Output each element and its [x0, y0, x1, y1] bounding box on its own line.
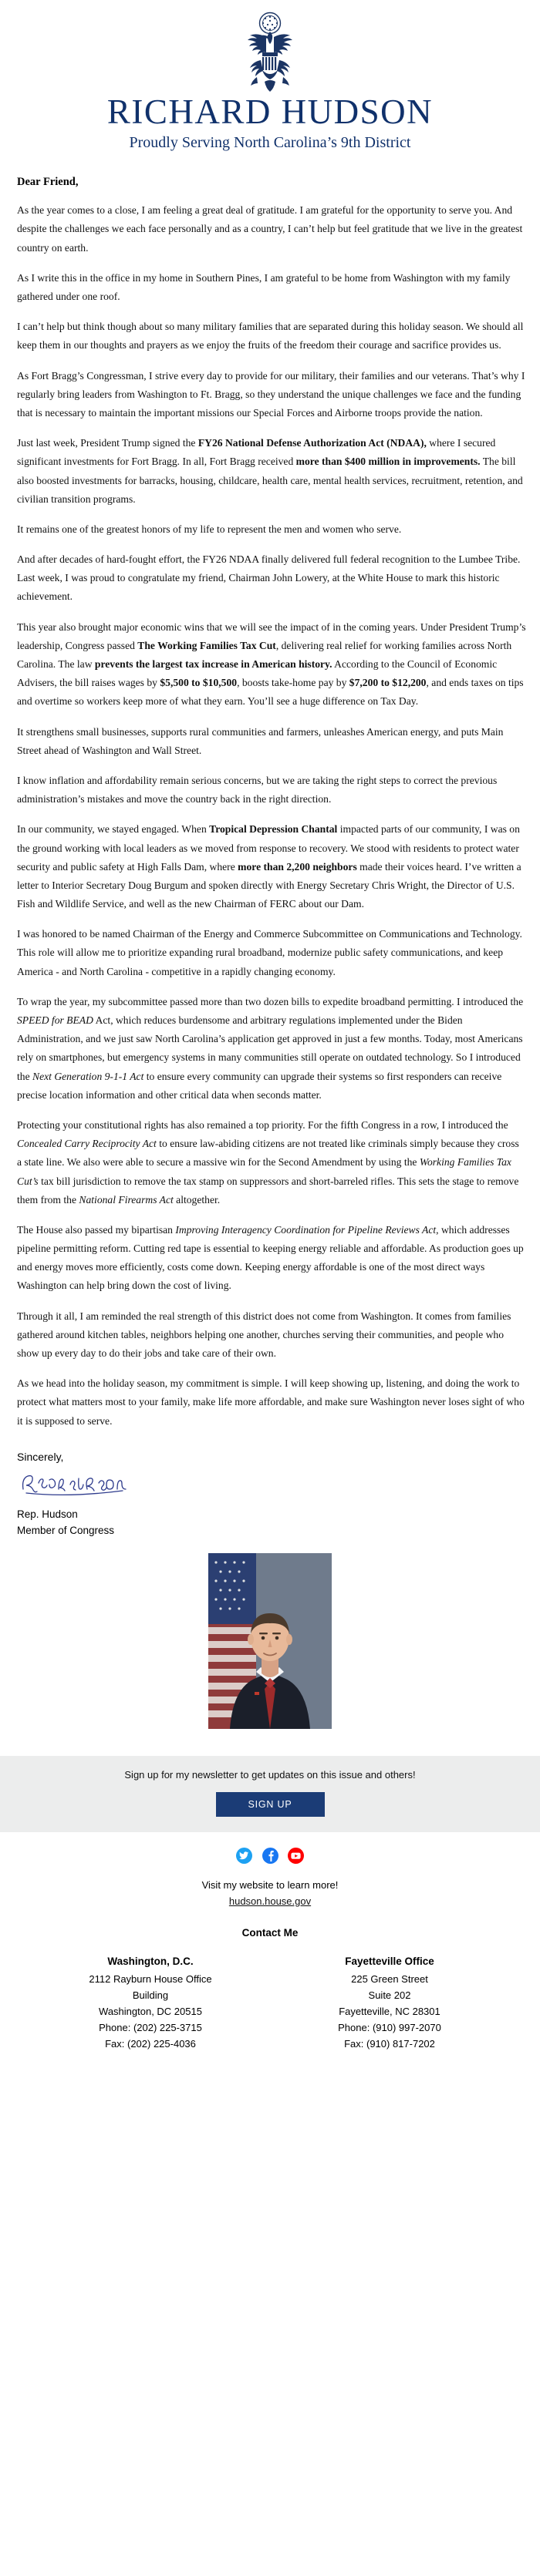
- masthead-tagline: Proudly Serving North Carolina’s 9th District: [129, 134, 411, 152]
- page-title: RICHARD HUDSON: [106, 92, 434, 131]
- text-run: This year also brought major economic wins that we will see the impact of in the coming years. Under President Trump’s leadership, Congress passed: [17, 620, 526, 651]
- text-run: , delivering real relief for working families across North Carolina. The law: [17, 639, 512, 670]
- letter-paragraph-chantal: [17, 820, 526, 913]
- text-run-bold: more than 2,200 neighbors: [238, 860, 357, 873]
- text-run-bold: $5,500 to $10,500: [160, 677, 238, 689]
- text-run: tax bill jurisdiction to remove the tax stamp on suppressors and short-barreled rifles. This sets the stage to remove them from the: [17, 1175, 519, 1206]
- twitter-icon[interactable]: [236, 1848, 252, 1864]
- text-run-bold: prevents the largest tax increase in American history.: [94, 658, 332, 670]
- office-fax: Fax: (202) 225-4036: [105, 2037, 196, 2050]
- text-run: The House also passed my bipartisan: [17, 1223, 176, 1236]
- signature-title: Member of Congress: [17, 1524, 115, 1536]
- office-fax: Fax: (910) 817-7202: [344, 2037, 435, 2050]
- letter-paragraph: As we head into the holiday season, my commitment is simple. I will keep showing up, listening, and doing the work to protect what matters most to your family, make life more affordable, and make sure Washington never loses sight of who it is supposed to serve.: [17, 1377, 525, 1427]
- text-run: According to the Council of Economic Advisers, the bill raises wages by: [17, 658, 498, 689]
- text-run: To wrap the year, my subcommittee passed more than two dozen bills to expedite broadband permitting. I introduced the: [17, 995, 524, 1007]
- text-run: The bill also boosted investments for barracks, housing, childcare, health care, mental health services, recruitment, retention, and civilian transition programs.: [17, 456, 523, 505]
- social-links: [0, 1832, 540, 1876]
- contact-heading: Contact Me: [241, 1926, 299, 1939]
- text-run-bold: FY26 National Defense Authorization Act (NDAA),: [197, 437, 427, 449]
- text-run-bold: Tropical Depression Chantal: [209, 823, 338, 836]
- office-name: Fayetteville Office: [345, 1955, 434, 1967]
- text-run: to ensure every community can upgrade their systems so first responders can receive precise location information and other critical data when seconds matter.: [17, 1070, 502, 1101]
- signature-image: [19, 1466, 526, 1501]
- masthead: [0, 0, 540, 156]
- office-address-line: 2112 Rayburn House Office: [89, 1972, 212, 1985]
- signature-name: Rep. Hudson: [17, 1508, 78, 1520]
- letter-paragraph: Through it all, I am reminded the real strength of this district does not come from Washington. It comes from families gathered around kitchen tables, neighbors helping one another, churches serving their communities, and people who show up every day to do their jobs and take care of their own.: [17, 1310, 511, 1359]
- text-run: , and ends taxes on tips and overtime so workers keep more of what they earn. You’ll see a huge difference on Tax Day.: [17, 677, 524, 708]
- text-run: where I secured significant investments for Fort Bragg. In all, Fort Bragg received: [17, 437, 496, 468]
- text-run: Act, which reduces burdensome and arbitrary regulations implemented under the Biden Administration, and we just saw North Carolina’s application get approved in just a few months. Today, most Americans rely on smartphones, but emergency systems in many communities still operate on outdated technology. So I introduced the: [17, 1014, 523, 1082]
- letter-paragraph-pipeline: [17, 1221, 526, 1296]
- letter-salutation: Dear Friend,: [17, 176, 79, 189]
- office-address-line: Washington, DC 20515: [99, 2005, 202, 2017]
- office-address-line: Suite 202: [368, 1989, 411, 2001]
- website-link[interactable]: hudson.house.gov: [228, 1895, 312, 1907]
- letter-paragraph: I can’t help but think though about so many military families that are separated during this holiday season. We should all keep them in our thoughts and prayers as we enjoy the fruits of the freedom their courage and sacrifice provides us.: [17, 321, 524, 351]
- letter-paragraph-ndaa: [17, 434, 526, 509]
- text-run: Protecting your constitutional rights has also remained a top priority. For the fifth Congress in a row, I introduced the: [17, 1118, 508, 1131]
- letter-paragraph-broadband: [17, 993, 526, 1105]
- office-phone: Phone: (202) 225-3715: [99, 2021, 202, 2033]
- text-run: In our community, we stayed engaged. When: [17, 823, 210, 836]
- newsletter-prompt: Sign up for my newsletter to get updates on this issue and others!: [124, 1768, 416, 1781]
- office-address-line: Building: [132, 1989, 169, 2001]
- text-run-bold: The Working Families Tax Cut: [137, 639, 276, 651]
- letter-paragraph: I was honored to be named Chairman of the Energy and Commerce Subcommittee on Communications and Technology. This role will allow me to prioritize expanding rural broadband, modernize public safety communications, and keep America - and North Carolina - competitive in a rapidly changing economy.: [17, 928, 522, 977]
- office-washington-dc: [54, 1956, 247, 2052]
- youtube-icon[interactable]: [288, 1848, 304, 1864]
- text-run-bold: $7,200 to $12,200: [349, 677, 427, 689]
- letter-paragraph: As Fort Bragg’s Congressman, I strive every day to provide for our military, their families and our veterans. That’s why I regularly bring leaders from Washington to Ft. Bragg, so they understand the unique challenges we face and the funding that is necessary to maintain the important missions our Special Forces and Airborne troops provide the nation.: [17, 369, 525, 419]
- newsletter-signup-band: [0, 1756, 540, 1832]
- visit-website-text: Visit my website to learn more!: [201, 1878, 339, 1891]
- text-run: impacted parts of our community, I was on the ground working with local leaders as we moved from response to recovery. We stood with residents to protect water security and public safety at High Falls Dam, where: [17, 823, 520, 873]
- office-list: [0, 1956, 540, 2072]
- us-house-eagle-seal-icon: [0, 11, 540, 92]
- text-run: to ensure law-abiding citizens are not treated like criminals simply because they cross a state line. We also were able to secure a massive win for the Second Amendment by using the: [17, 1138, 519, 1169]
- office-phone: Phone: (910) 997-2070: [338, 2021, 441, 2033]
- text-run-bold: more than $400 million in improvements.: [295, 456, 481, 468]
- text-run-italic: Concealed Carry Reciprocity Act: [17, 1138, 157, 1150]
- text-run: made their voices heard. I’ve written a letter to Interior Secretary Doug Burgum and spoken directly with Energy Secretary Chris Wright, the Director of U.S. Fish and Wildlife Service, and well as the new Chairman of FERC about our Dam.: [17, 860, 521, 910]
- text-run-italic: National Firearms Act: [79, 1193, 174, 1206]
- office-fayetteville: [293, 1956, 486, 2052]
- letter-paragraph: And after decades of hard-fought effort, the FY26 NDAA finally delivered full federal recognition to the Lumbee Tribe. Last week, I was proud to congratulate my friend, Chairman John Lowery, at the White House to mark this historic achievement.: [17, 553, 521, 603]
- sign-up-button[interactable]: SIGN UP: [216, 1792, 325, 1817]
- letter-paragraph: It remains one of the greatest honors of my life to represent the men and women who serve.: [17, 523, 402, 535]
- text-run-italic: SPEED for BEAD: [17, 1014, 93, 1026]
- letter-signoff: Sincerely,: [17, 1450, 64, 1463]
- letter-paragraph: As I write this in the office in my home in Southern Pines, I am grateful to be home from Washington with my family gathered under one roof.: [17, 271, 511, 302]
- text-run: Just last week, President Trump signed the: [17, 437, 198, 449]
- office-name: Washington, D.C.: [107, 1955, 194, 1967]
- letter-paragraph-taxcut: [17, 618, 526, 711]
- office-address-line: Fayetteville, NC 28301: [339, 2005, 440, 2017]
- text-run-italic: Improving Interagency Coordination for Pipeline Reviews Act: [175, 1223, 437, 1236]
- text-run-italic: Next Generation 9-1-1 Act: [32, 1070, 144, 1082]
- congressman-portrait-image: [208, 1553, 332, 1729]
- text-run: , which addresses pipeline permitting reform. Cutting red tape is essential to keeping energy reliable and affordable. As production goes up and energy moves more efficiently, costs come down. Keeping energy affordable is one of the most direct ways Washington can help bring down the cost of living.: [17, 1223, 524, 1292]
- text-run: altogether.: [173, 1193, 221, 1206]
- portrait-container: [0, 1539, 540, 1751]
- text-run: , boosts take-home pay by: [237, 677, 349, 689]
- letter-paragraph: It strengthens small businesses, supports rural communities and farmers, unleashes American energy, and puts Main Street ahead of Washington and Wall Street.: [17, 725, 504, 756]
- letter-body: [0, 156, 540, 1539]
- letter-paragraph-rights: [17, 1116, 526, 1209]
- letter-paragraph: As the year comes to a close, I am feeling a great deal of gratitude. I am grateful for the opportunity to serve you. And despite the challenges we each face personally and as a country, I can’t help but feel gratitude that we live in the greatest country on earth.: [17, 204, 523, 254]
- text-run-italic: Working Families Tax Cut’s: [17, 1156, 511, 1187]
- facebook-icon[interactable]: [262, 1848, 278, 1864]
- office-address-line: 225 Green Street: [351, 1972, 428, 1985]
- letter-paragraph: I know inflation and affordability remain serious concerns, but we are taking the right steps to correct the previous administration’s mistakes and move the country back in the right direction.: [17, 774, 498, 805]
